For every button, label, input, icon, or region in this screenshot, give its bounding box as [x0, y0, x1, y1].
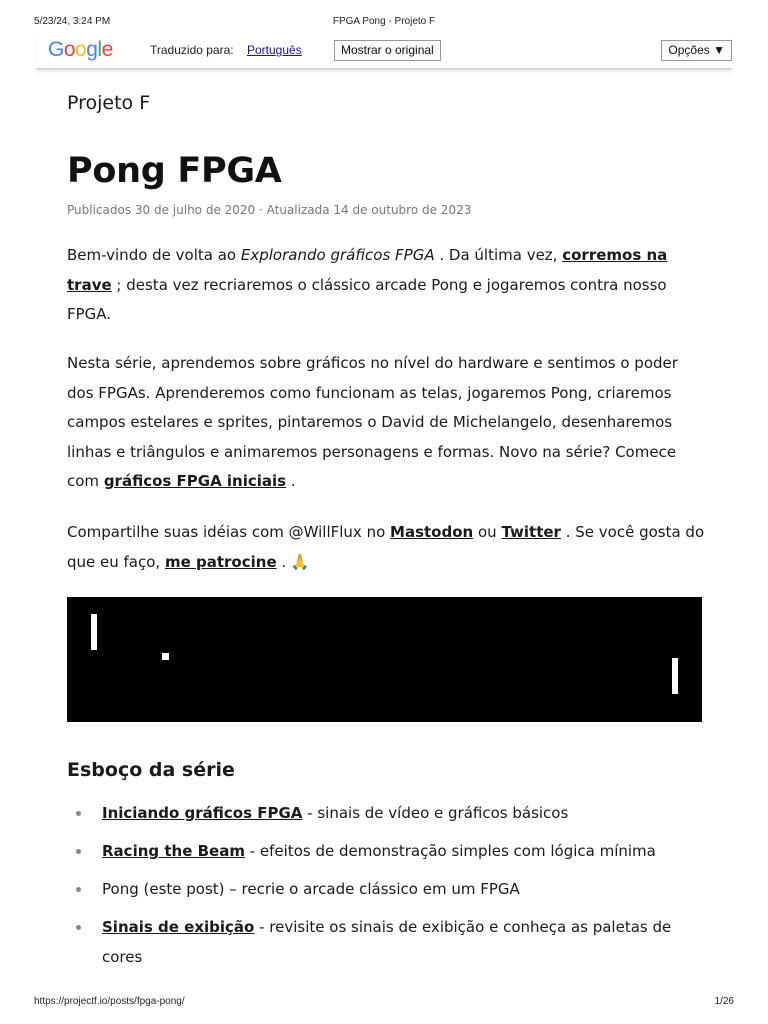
- pong-animation: [67, 597, 702, 722]
- text: . Da última vez,: [434, 246, 563, 264]
- print-page-title: FPGA Pong - Projeto F: [332, 16, 436, 27]
- outline-text: Pong (este post) – recrie o arcade clássico em um FPGA: [102, 880, 520, 898]
- text: Nesta série, aprendemos sobre gráficos no nível do hardware e sentimos o poder dos FPGAs. Aprenderemos como funcionam as telas, jogaremos Pong, criaremos campos estelares e sprites, pintaremos o David de Michelangelo, desenharemos linhas e triângulos e animaremos personagens e formas. Novo na série? Comece com: [67, 354, 678, 490]
- print-page-number: 1/26: [714, 996, 734, 1007]
- outline-link[interactable]: Racing the Beam: [102, 842, 245, 860]
- beginning-graphics-link[interactable]: gráficos FPGA iniciais: [103, 472, 287, 490]
- left-paddle: [91, 614, 97, 650]
- text: Compartilhe suas idéias com @WillFlux no: [67, 523, 391, 541]
- logo-letter: G: [48, 38, 64, 61]
- print-url: https://projectf.io/posts/fpga-pong/: [34, 996, 185, 1007]
- google-logo: [48, 38, 113, 62]
- outline-text: - revisite os sinais de exibição e conheça as paletas de cores: [102, 918, 672, 966]
- post-meta: Publicados 30 de julho de 2020 · Atualizada 14 de outubro de 2023: [67, 203, 472, 217]
- list-item: [67, 913, 707, 972]
- text: . 🙏: [276, 552, 310, 571]
- outline-link[interactable]: Sinais de exibição: [102, 918, 255, 936]
- options-button[interactable]: Opções ▼: [661, 40, 732, 61]
- share-paragraph: [67, 518, 707, 577]
- logo-letter: l: [97, 38, 102, 61]
- logo-letter: o: [63, 38, 76, 61]
- text: Bem-vindo de volta ao: [67, 246, 241, 264]
- mastodon-link[interactable]: Mastodon: [390, 523, 474, 541]
- outline-text: - sinais de vídeo e gráficos básicos: [302, 804, 569, 822]
- print-header: [34, 16, 734, 30]
- language-link[interactable]: Português: [247, 43, 302, 57]
- list-item: [67, 799, 707, 829]
- text: ; desta vez recriaremos o clássico arcade Pong e jogaremos contra nosso FPGA.: [67, 275, 667, 323]
- sponsor-link[interactable]: me patrocine: [164, 552, 277, 571]
- logo-letter: e: [101, 38, 113, 61]
- list-item: [67, 875, 707, 905]
- site-name[interactable]: Projeto F: [67, 92, 151, 114]
- print-date: 5/23/24, 3:24 PM: [34, 16, 111, 27]
- logo-letter: o: [75, 38, 87, 61]
- series-outline-list: [67, 799, 707, 981]
- outline-text: - efeitos de demonstração simples com lógica mínima: [244, 842, 656, 860]
- show-original-button[interactable]: Mostrar o original: [334, 40, 441, 61]
- logo-letter: g: [86, 38, 98, 61]
- google-translate-bar: [36, 34, 732, 70]
- series-name: Explorando gráficos FPGA: [240, 246, 435, 264]
- post-title: Pong FPGA: [67, 151, 282, 191]
- twitter-link[interactable]: Twitter: [501, 523, 561, 541]
- pong-ball: [162, 653, 169, 660]
- series-paragraph: [67, 349, 707, 497]
- print-footer: [34, 996, 734, 1010]
- intro-paragraph: [67, 241, 707, 330]
- translated-to-label: Traduzido para:: [150, 43, 234, 57]
- racing-beam-link[interactable]: corremos na trave: [67, 246, 668, 294]
- outline-link[interactable]: Iniciando gráficos FPGA: [102, 804, 303, 822]
- series-outline-title: Esboço da série: [67, 759, 235, 781]
- list-item: [67, 837, 707, 867]
- text: . Se você gosta do que eu faço,: [67, 523, 705, 571]
- text: ou: [473, 523, 502, 541]
- right-paddle: [672, 658, 678, 694]
- text: .: [286, 472, 296, 490]
